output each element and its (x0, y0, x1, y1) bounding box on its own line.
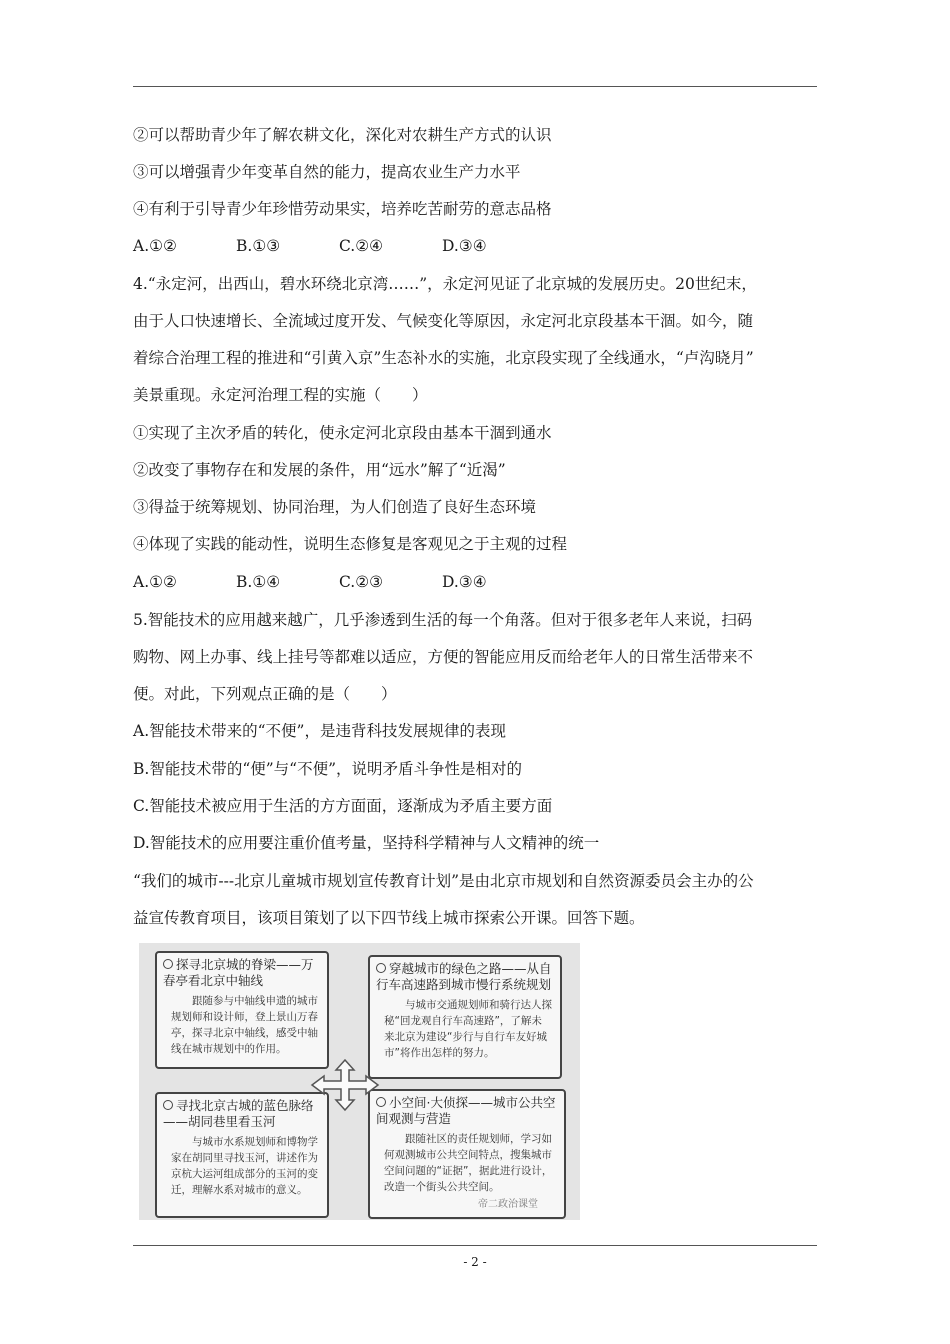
option-d: D.③④ (442, 237, 487, 255)
text-line: ③可以增强青少年变革自然的能力，提高农业生产力水平 (133, 163, 521, 181)
q4-stem-line: 美景重现。永定河治理工程的实施（ ） (133, 386, 428, 404)
q5-option: B.智能技术带的“便”与“不便”，说明矛盾斗争性是相对的 (133, 760, 523, 778)
q4-item: ④体现了实践的能动性，说明生态修复是客观见之于主观的过程 (133, 535, 568, 553)
q4-options (133, 572, 545, 592)
bullet-icon (163, 1100, 173, 1110)
course-title: 探寻北京城的脊梁——万春亭看北京中轴线 (163, 957, 314, 988)
intro-line: 益宣传教育项目，该项目策划了以下四节线上城市探索公开课。回答下题。 (133, 909, 645, 927)
q5-option: A.智能技术带来的“不便”，是违背科技发展规律的表现 (133, 722, 506, 740)
q4-stem-line: 4.“永定河，出西山，碧水环绕北京湾……”，永定河见证了北京城的发展历史。20世纪末， (133, 275, 757, 293)
option-c: C.②④ (339, 237, 384, 255)
course-box-green-path (368, 955, 562, 1079)
q4-item: ②改变了事物存在和发展的条件，用“远水”解了“近渴” (133, 461, 506, 479)
q5-option: C.智能技术被应用于生活的方方面面，逐渐成为矛盾主要方面 (133, 797, 553, 815)
header-rule (133, 86, 817, 87)
option-c: C.②③ (339, 573, 384, 591)
q5-stem-line: 便。对此，下列观点正确的是（ ） (133, 685, 397, 703)
q5-option: D.智能技术的应用要注重价值考量，坚持科学精神与人文精神的统一 (133, 834, 600, 852)
option-b: B.①④ (236, 573, 281, 591)
intro-line: “我们的城市---北京儿童城市规划宣传教育计划”是由北京市规划和自然资源委员会主办的公 (133, 872, 754, 890)
option-a: A.①② (133, 237, 177, 255)
course-body: 与城市水系规划师和博物学家在胡同里寻找玉河，讲述作为京杭大运河组成部分的玉河的变迁，理解水系对城市的意义。 (171, 1136, 318, 1196)
bullet-icon (163, 959, 173, 969)
option-b: B.①③ (236, 237, 281, 255)
footer-rule (133, 1245, 817, 1246)
q4-stem-line: 由于人口快速增长、全流域过度开发、气候变化等原因，永定河北京段基本干涸。如今，随 (133, 312, 754, 330)
course-body: 与城市交通规划师和骑行达人探秘“回龙观自行车高速路”，了解未来北京为建设“步行与自行车友好城市”将作出怎样的努力。 (384, 999, 552, 1059)
course-body: 跟随参与中轴线申遗的城市规划师和设计师，登上景山万春亭，探寻北京中轴线，感受中轴线在城市规划中的作用。 (171, 995, 318, 1055)
bullet-icon (376, 963, 386, 973)
q3-options (133, 236, 545, 256)
text-line: ④有利于引导青少年珍惜劳动果实，培养吃苦耐劳的意志品格 (133, 200, 552, 218)
q4-item: ①实现了主次矛盾的转化，使永定河北京段由基本干涸到通水 (133, 424, 552, 442)
page-number: - 2 - (463, 1255, 487, 1269)
q4-stem-line: 着综合治理工程的推进和“引黄入京”生态补水的实施，北京段实现了全线通水，“卢沟晓月” (133, 349, 754, 367)
four-way-arrow-icon (310, 1058, 380, 1112)
watermark: 帝二政治课堂 (478, 1199, 538, 1210)
course-box-blue-vein (155, 1092, 329, 1218)
course-title: 小空间·大侦探——城市公共空间观测与营造 (376, 1095, 556, 1126)
course-title: 寻找北京古城的蓝色脉络——胡同巷里看玉河 (163, 1098, 314, 1129)
course-box-axis (155, 951, 329, 1069)
option-d: D.③④ (442, 573, 487, 591)
q5-stem-line: 购物、网上办事、线上挂号等都难以适应，方便的智能应用反而给老年人的日常生活带来不 (133, 648, 754, 666)
course-title: 穿越城市的绿色之路——从自行车高速路到城市慢行系统规划 (376, 961, 552, 992)
q5-stem-line: 5.智能技术的应用越来越广，几乎渗透到生活的每一个角落。但对于很多老年人来说，扫码 (133, 611, 753, 629)
option-a: A.①② (133, 573, 177, 591)
course-body: 跟随社区的责任规划师，学习如何观测城市公共空间特点，搜集城市空间问题的“证据”，据此进行设计，改造一个街头公共空间。 (384, 1133, 553, 1193)
text-line: ②可以帮助青少年了解农耕文化，深化对农耕生产方式的认识 (133, 126, 552, 144)
q4-item: ③得益于统筹规划、协同治理，为人们创造了良好生态环境 (133, 498, 537, 516)
